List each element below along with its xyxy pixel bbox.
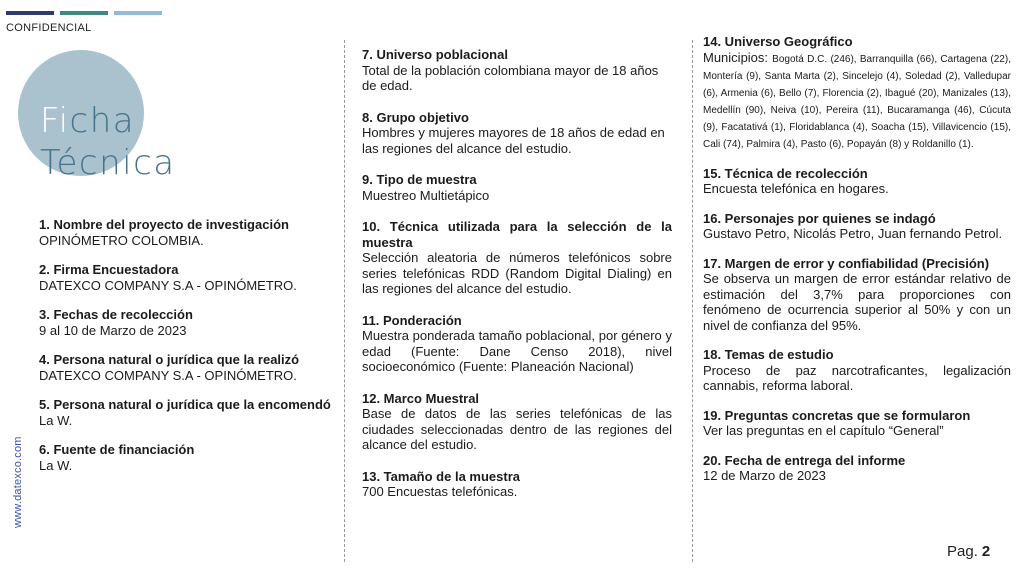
item-12-title: 12. Marco Muestral — [362, 390, 480, 406]
item-16 — [703, 211, 1011, 242]
item-14 — [703, 34, 1011, 152]
item-8 — [362, 110, 672, 157]
item-2-text: DATEXCO COMPANY S.A - OPINÓMETRO. — [39, 277, 297, 293]
page-title-line1-part1: Fi — [40, 101, 70, 141]
item-14-title: 14. Universo Geográfico — [703, 34, 853, 49]
item-10-title: 10. Técnica utilizada para la selección de la muestra — [362, 219, 672, 250]
item-4-text: DATEXCO COMPANY S.A - OPINÓMETRO. — [39, 367, 297, 383]
item-15-text: Encuesta telefónica en hogares. — [703, 181, 889, 196]
item-7-title: 7. Universo poblacional — [362, 47, 508, 62]
column-1 — [39, 217, 334, 487]
item-11-title: 11. Ponderación — [362, 312, 462, 328]
page-title-line2: Técnica — [40, 143, 176, 183]
item-8-text: Hombres y mujeres mayores de 18 años de edad en las regiones del alcance del estudio. — [362, 125, 665, 156]
column-divider-2 — [692, 40, 693, 562]
item-5-text: La W. — [39, 412, 73, 428]
item-5 — [39, 397, 334, 428]
item-5-title: 5. Persona natural o jurídica que la encomendó — [39, 397, 331, 412]
item-4-title: 4. Persona natural o jurídica que la realizó — [39, 352, 300, 367]
item-1-title: 1. Nombre del proyecto de investigación — [39, 217, 289, 232]
item-10 — [362, 219, 672, 297]
page-number-value: 2 — [981, 543, 991, 560]
item-20-title: 20. Fecha de entrega del informe — [703, 452, 906, 468]
header-accent-bar-navy — [6, 11, 54, 15]
header-accent-bar-teal — [60, 11, 108, 15]
website-vertical-text: www.datexco.com — [12, 436, 24, 528]
item-2-title: 2. Firma Encuestadora — [39, 262, 179, 277]
item-7-text: Total de la población colombiana mayor de 18 años de edad. — [362, 62, 659, 93]
item-14-text: Bogotá D.C. (246), Barranquilla (66), Cartagena (22), Montería (9), Santa Marta (2), Sincelejo (4), Soledad (2), Valledupar (6), Armenia (6), Bello (7), Florencia (2), Ibagué (20), Manizales (13), Medellín (90), Neiva (10), Pereira (11), Bucaramanga (46), Cúcuta (9), Facatativá (1), Floridablanca (4), Soacha (15), Villavicencio (15), Cali (74), Palmira (4), Pasto (6), Popayán (8) y Roldanillo (1). — [703, 53, 1011, 150]
item-12-text: Base de datos de las series telefónicas de las ciudades seleccionadas dentro de las regiones del alcance del estudio. — [362, 406, 672, 452]
item-6-title: 6. Fuente de financiación — [39, 442, 195, 457]
item-19-text: Ver las preguntas en el capítulo “General” — [703, 423, 944, 438]
item-3 — [39, 307, 334, 338]
page-number — [947, 543, 990, 560]
item-8-title: 8. Grupo objetivo — [362, 109, 469, 125]
page-title-line1-part2: cha — [69, 101, 136, 141]
item-1 — [39, 217, 334, 248]
column-divider-1 — [344, 40, 345, 562]
item-13-text: 700 Encuestas telefónicas. — [362, 484, 518, 499]
item-20 — [703, 453, 1011, 484]
item-18 — [703, 347, 1011, 394]
item-19-title: 19. Preguntas concretas que se formularon — [703, 407, 971, 423]
item-13-title: 13. Tamaño de la muestra — [362, 468, 520, 484]
item-6 — [39, 442, 334, 473]
item-11 — [362, 313, 672, 375]
item-4 — [39, 352, 334, 383]
item-17-title: 17. Margen de error y confiabilidad (Precisión) — [703, 255, 990, 271]
item-13 — [362, 469, 672, 500]
item-16-title: 16. Personajes por quienes se indagó — [703, 210, 936, 226]
item-19 — [703, 408, 1011, 439]
item-18-text: Proceso de paz narcotraficantes, legalización cannabis, reforma laboral. — [703, 362, 1011, 393]
item-9 — [362, 172, 672, 203]
column-2 — [362, 47, 672, 516]
item-10-text: Selección aleatoria de números telefónicos sobre series telefónicas RDD (Random Digital Dialing) en las regiones del alcance del estudio. — [362, 250, 672, 296]
item-7 — [362, 47, 672, 94]
item-9-text: Muestreo Multietápico — [362, 187, 490, 203]
confidential-label: CONFIDENCIAL — [6, 22, 92, 34]
item-3-title: 3. Fechas de recolección — [39, 307, 193, 322]
item-17 — [703, 256, 1011, 334]
header-accent-bar-lightblue — [114, 11, 162, 15]
column-3 — [703, 34, 1011, 498]
page-label: Pag. — [947, 543, 978, 560]
item-17-text: Se observa un margen de error estándar relativo de estimación del 3,7% para proporciones con fenómeno de ocurrencia superior al 50% y con un nivel de confianza del 95%. — [703, 271, 1011, 333]
item-15-title: 15. Técnica de recolección — [703, 165, 868, 181]
item-2 — [39, 262, 334, 293]
item-14-label: Municipios: — [703, 49, 769, 65]
item-3-text: 9 al 10 de Marzo de 2023 — [39, 322, 187, 338]
item-11-text: Muestra ponderada tamaño poblacional, por género y edad (Fuente: Dane Censo 2018), nivel socioeconómico (Fuente: Planeación Nacional) — [362, 328, 672, 374]
page-title-line1 — [40, 101, 135, 141]
item-20-text: 12 de Marzo de 2023 — [703, 468, 826, 483]
item-18-title: 18. Temas de estudio — [703, 347, 834, 362]
item-1-text: OPINÓMETRO COLOMBIA. — [39, 232, 204, 248]
item-12 — [362, 391, 672, 453]
item-6-text: La W. — [39, 457, 73, 473]
item-16-text: Gustavo Petro, Nicolás Petro, Juan fernando Petrol. — [703, 226, 1003, 241]
item-15 — [703, 166, 1011, 197]
item-9-title: 9. Tipo de muestra — [362, 172, 477, 187]
